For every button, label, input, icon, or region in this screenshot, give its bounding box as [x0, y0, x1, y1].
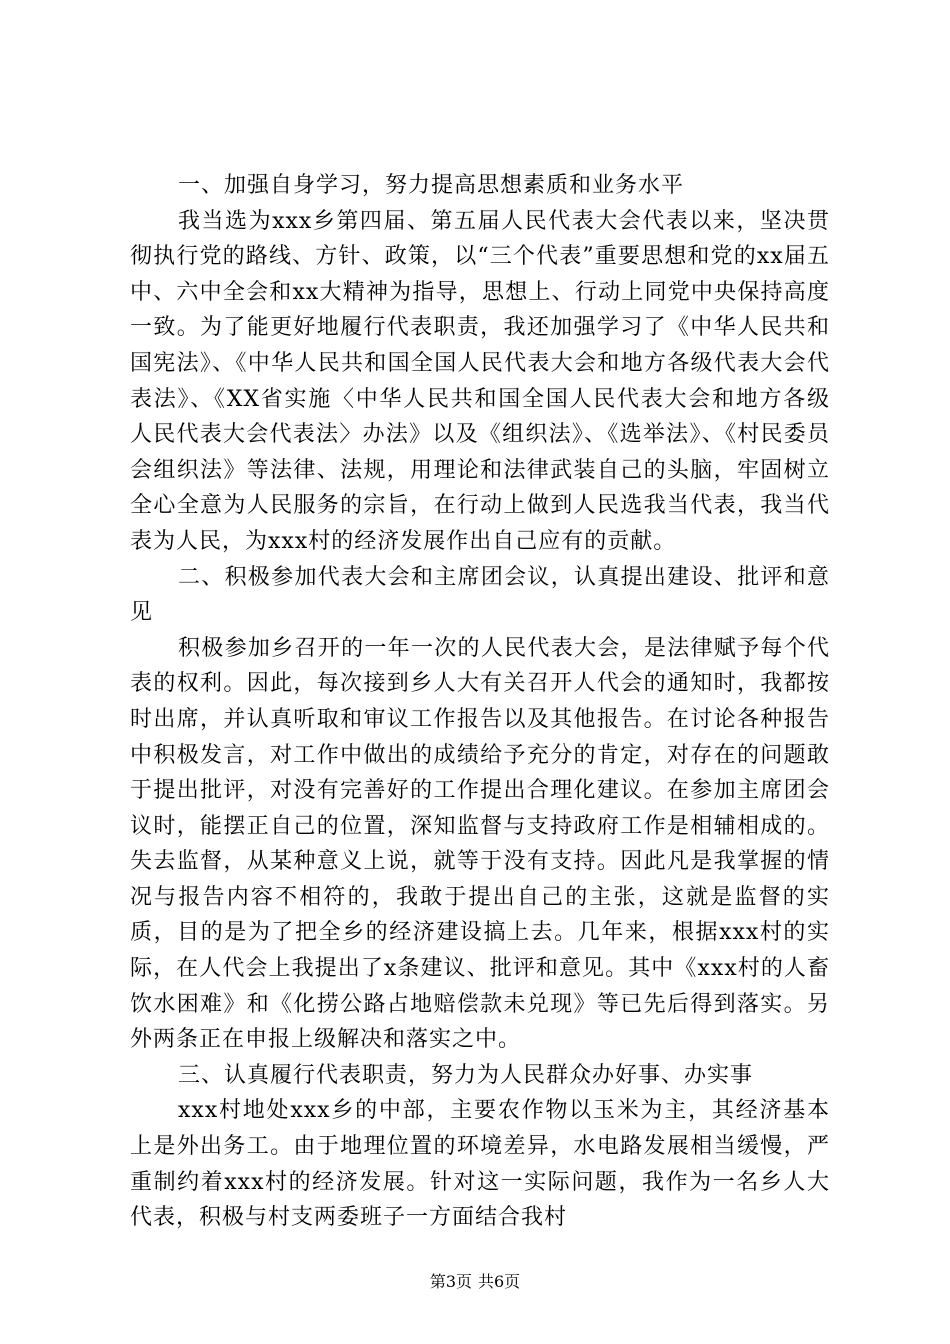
paragraph-3: xxx村地处xxx乡的中部，主要农作物以玉米为主，其经济基本上是外出务工。由于地理位置的环境差异，水电路发展相当缓慢，严重制约着xxx村的经济发展。针对这一实际问题，我作为一名乡人大代表，积极与村支两委班子一方面结合我村	[130, 1098, 830, 1231]
section-heading-3: 三、认真履行代表职责，努力为人民群众办好事、办实事	[178, 1062, 754, 1088]
section-heading-2: 二、积极参加代表大会和主席团会议，认真提出建设、批评和意见	[130, 564, 830, 626]
page-footer	[0, 1272, 950, 1292]
section-heading-1: 一、加强自身学习，努力提高思想素质和业务水平	[178, 173, 685, 198]
paragraph-1: 我当选为xxx乡第四届、第五届人民代表大会代表以来，坚决贯彻执行党的路线、方针、政策，以“三个代表”重要思想和党的xx届五中、六中全会和xx大精神为指导，思想上、行动上同党中央保持高度一致。为了能更好地履行代表职责，我还加强学习了《中华人民共和国宪法》、《中华人民共和国全国人民代表大会和地方各级代表大会代表法》、《XX省实施〈中华人民共和国全国人民代表大会和地方各级人民代表大会代表法〉办法》以及《组织法》、《选举法》、《村民委员会组织法》等法律、法规，用理论和法律武装自己的头脑，牢固树立全心全意为人民服务的宗旨，在行动上做到人民选我当代表，我当代表为人民，为xxx村的经济发展作出自己应有的贡献。	[130, 208, 830, 554]
document-body	[130, 168, 830, 1236]
page-number: 第3页	[429, 1272, 472, 1291]
paragraph-2: 积极参加乡召开的一年一次的人民代表大会，是法律赋予每个代表的权利。因此，每次接到乡人大有关召开人代会的通知时，我都按时出席，并认真听取和审议工作报告以及其他报告。在讨论各种报告中积极发言，对工作中做出的成绩给予充分的肯定，对存在的问题敢于提出批评，对没有完善好的工作提出合理化建议。在参加主席团会议时，能摆正自己的位置，深知监督与支持政府工作是相辅相成的。失去监督，从某种意义上说，就等于没有支持。因此凡是我掌握的情况与报告内容不相符的，我敢于提出自己的主张，这就是监督的实质，目的是为了把全乡的经济建设搞上去。几年来，根据xxx村的实际，在人代会上我提出了x条建议、批评和意见。其中《xxx村的人畜饮水困难》和《化捞公路占地赔偿款未兑现》等已先后得到落实。另外两条正在申报上级解决和落实之中。	[130, 635, 830, 1053]
page-total: 共6页	[478, 1272, 521, 1291]
